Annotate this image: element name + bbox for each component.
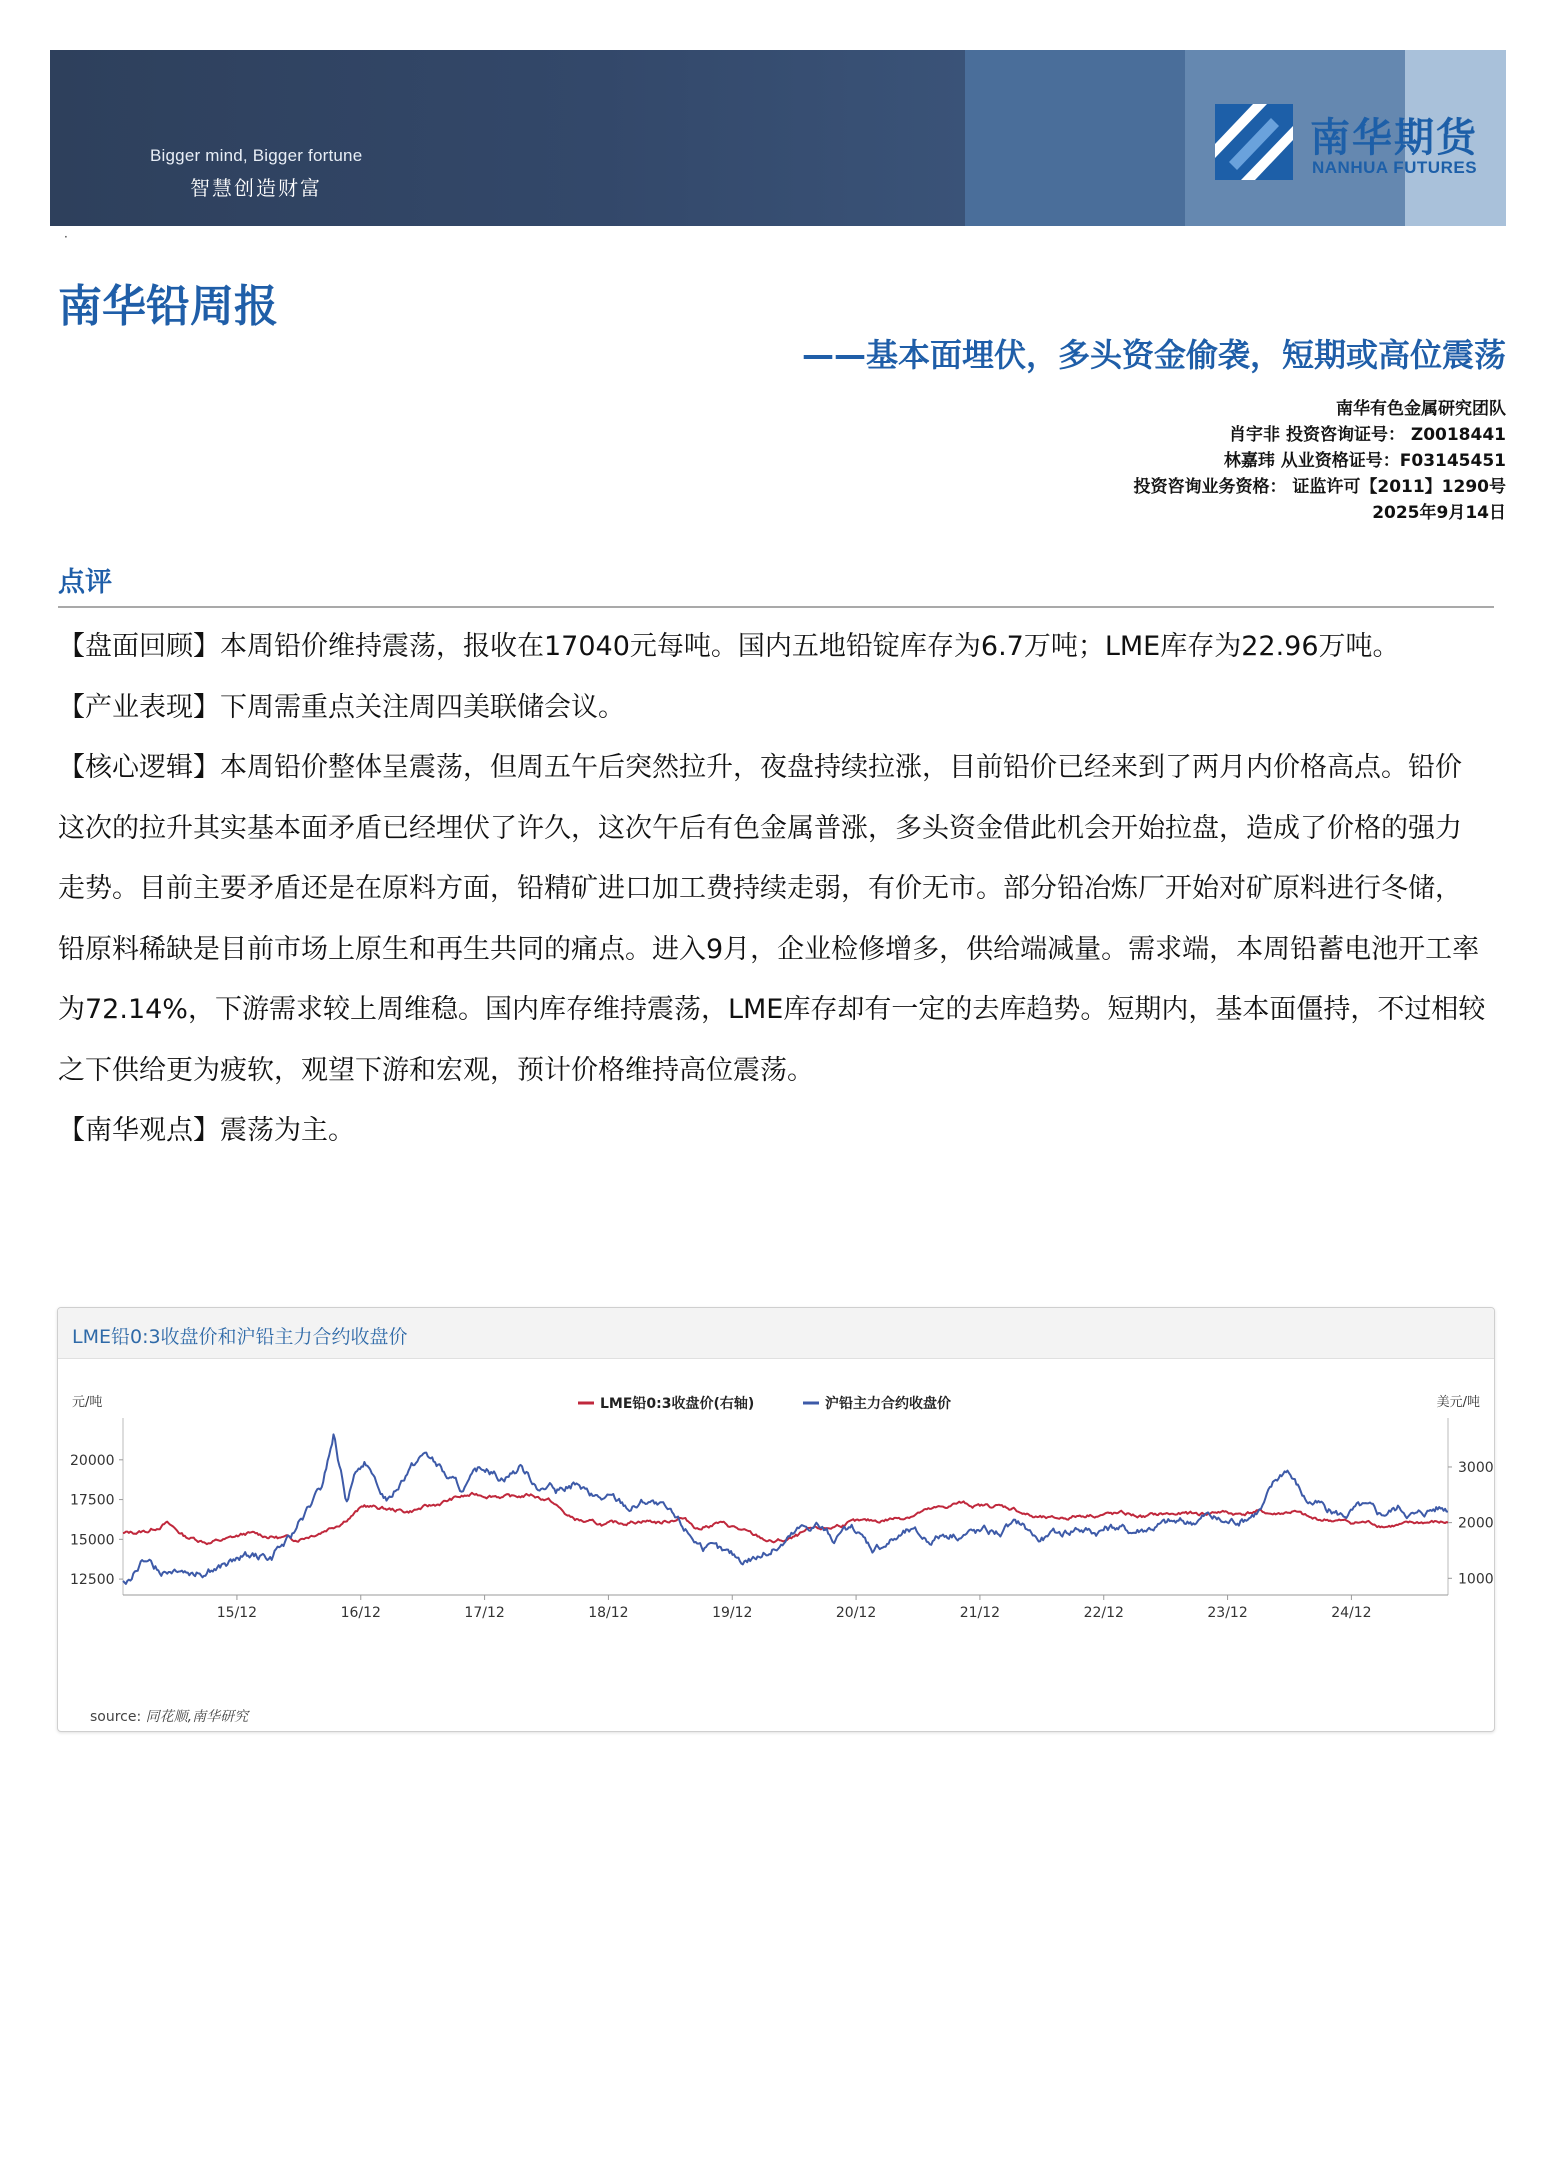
chart-title: LME铅0:3收盘价和沪铅主力合约收盘价 [72,1326,408,1348]
shfe-lead-series-line [123,1434,1448,1584]
paragraph-industry: 【产业表现】下周需重点关注周四美联储会议。 [58,691,625,723]
chart-card [57,1307,1495,1732]
chart-source-label: source: [90,1709,142,1725]
x-tick-label: 15/12 [216,1605,258,1621]
banner-panel-dark [50,50,965,226]
legend-label: LME铅0:3收盘价(右轴) [600,1396,755,1412]
legend-label: 沪铅主力合约收盘价 [825,1396,951,1412]
report-subtitle: ——基本面埋伏，多头资金偷袭，短期或高位震荡 [801,336,1506,374]
chart-header [58,1308,1494,1359]
page-dot: · [64,230,68,244]
price-line-chart [58,1358,1494,1698]
chart-source-value: 同花顺,南华研究 [145,1709,249,1725]
license-line: 投资咨询业务资格： 证监许可【2011】1290号 [1133,477,1506,497]
banner-tagline-en: Bigger mind, Bigger fortune [150,146,363,165]
right-tick-label: 3000 [1458,1459,1494,1476]
left-tick-label: 20000 [70,1452,115,1469]
banner-tagline-cn: 智慧创造财富 [190,176,322,200]
research-team: 南华有色金属研究团队 [1336,399,1506,419]
x-tick-label: 22/12 [1083,1605,1124,1621]
right-axis-unit: 美元/吨 [1436,1395,1480,1410]
x-tick-label: 16/12 [340,1605,381,1621]
x-tick-label: 23/12 [1207,1605,1248,1621]
report-title: 南华铅周报 [58,281,278,332]
right-tick-label: 2000 [1458,1515,1494,1532]
x-tick-label: 18/12 [588,1605,629,1621]
header-banner [50,50,1506,226]
left-tick-label: 17500 [70,1492,115,1509]
x-tick-label: 17/12 [464,1605,505,1621]
author-block [1133,396,1506,526]
x-tick-label: 20/12 [835,1605,877,1621]
report-date: 2025年9月14日 [1372,503,1506,523]
left-axis-unit: 元/吨 [72,1395,103,1410]
commentary-body [58,617,1488,1162]
banner-panel-mid [965,50,1185,226]
right-tick-label: 1000 [1458,1571,1494,1588]
section-divider [58,606,1494,608]
section-title: 点评 [58,567,112,598]
paragraph-view: 【南华观点】震荡为主。 [58,1115,355,1146]
nanhua-logo-icon [1215,104,1293,180]
x-tick-label: 24/12 [1331,1605,1372,1621]
x-tick-label: 19/12 [712,1605,753,1621]
x-tick-label: 21/12 [959,1605,1001,1621]
paragraph-market-review: 【盘面回顾】本周铅价维持震荡，报收在17040元每吨。国内五地铅锭库存为6.7万吨；LME库存为22.96万吨。 [58,631,1400,662]
paragraph-core-logic: 【核心逻辑】本周铅价整体呈震荡，但周五午后突然拉升，夜盘持续拉涨，目前铅价已经来到了两月内价格高点。铅价这次的拉升其实基本面矛盾已经埋伏了许久，这次午后有色金属普涨，多头资金借此机会开始拉盘，造成了价格的强力走势。目前主要矛盾还是在原料方面，铅精矿进口加工费持续走弱，有价无市。部分铅冶炼厂开始对矿原料进行冬储，铅原料稀缺是目前市场上原生和再生共同的痛点。进入9月，企业检修增多，供给端减量。需求端，本周铅蓄电池开工率为72.14%，下游需求较上周维稳。国内库存维持震荡，LME库存却有一定的去库趋势。短期内，基本面僵持，不过相较之下供给更为疲软，观望下游和宏观，预计价格维持高位震荡。 [58,752,1486,1086]
author-line-2: 林嘉玮 从业资格证号：F03145451 [1223,451,1506,471]
logo-text-cn: 南华期货 [1310,115,1478,161]
chart-source [90,1706,248,1726]
logo-text-en: NANHUA FUTURES [1312,158,1478,177]
left-tick-label: 12500 [70,1572,115,1589]
author-line-1: 肖宇非 投资咨询证号： Z0018441 [1229,425,1506,445]
left-tick-label: 15000 [70,1532,115,1549]
